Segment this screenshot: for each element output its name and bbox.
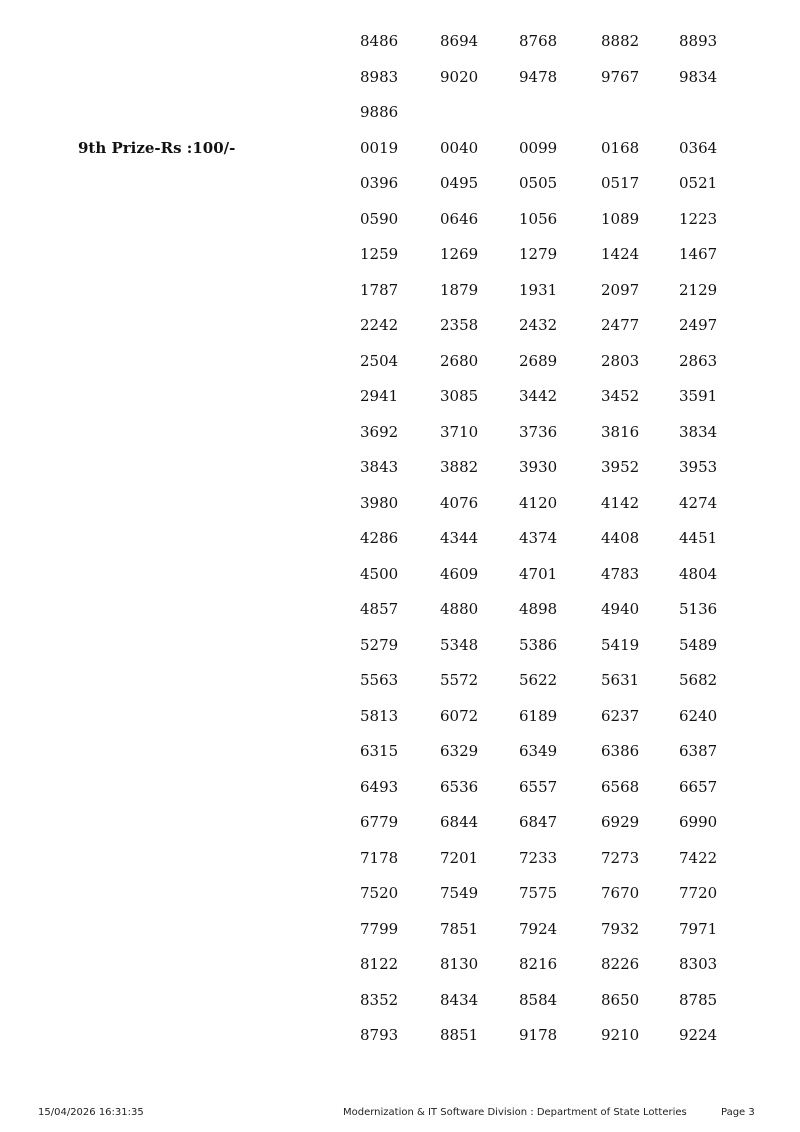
ticket-number: 6847 (519, 813, 558, 831)
ticket-number: 3953 (679, 458, 718, 476)
ticket-number: 3834 (679, 423, 718, 441)
ticket-number: 1931 (519, 281, 558, 299)
ticket-number: 5489 (679, 636, 718, 654)
ticket-number: 4142 (601, 494, 640, 512)
ticket-number: 1223 (679, 210, 718, 228)
ticket-number: 2477 (601, 316, 640, 334)
ticket-number: 9020 (440, 68, 479, 86)
ticket-number: 5572 (440, 671, 479, 689)
ticket-number: 8584 (519, 991, 558, 1009)
ticket-number: 3591 (679, 387, 718, 405)
ticket-number: 2129 (679, 281, 718, 299)
ticket-number: 1787 (360, 281, 399, 299)
ticket-number: 5386 (519, 636, 558, 654)
ticket-number: 7178 (360, 849, 399, 867)
ticket-number: 5813 (360, 707, 399, 725)
ticket-number: 4274 (679, 494, 718, 512)
ticket-number: 4451 (679, 529, 718, 547)
ticket-number: 8216 (519, 955, 558, 973)
ticket-number: 6536 (440, 778, 479, 796)
ticket-number: 4857 (360, 600, 399, 618)
ticket-number: 5682 (679, 671, 718, 689)
ticket-number: 7422 (679, 849, 718, 867)
ticket-number: 8785 (679, 991, 718, 1009)
ticket-number: 0364 (679, 139, 718, 157)
ticket-number: 8486 (360, 32, 399, 50)
ticket-number: 7575 (519, 884, 558, 902)
footer-division: Modernization & IT Software Division : Department of State Lotteries (343, 1107, 687, 1118)
ticket-number: 4374 (519, 529, 558, 547)
ticket-number: 8434 (440, 991, 479, 1009)
ticket-number: 6568 (601, 778, 640, 796)
ticket-number: 7720 (679, 884, 718, 902)
ticket-number: 4898 (519, 600, 558, 618)
ticket-number: 0505 (519, 174, 558, 192)
ticket-number: 4120 (519, 494, 558, 512)
ticket-number: 4880 (440, 600, 479, 618)
ticket-number: 6237 (601, 707, 640, 725)
ticket-number: 4940 (601, 600, 640, 618)
ticket-number: 2689 (519, 352, 558, 370)
ticket-number: 7670 (601, 884, 640, 902)
ticket-number: 8768 (519, 32, 558, 50)
ticket-number: 0521 (679, 174, 718, 192)
ticket-number: 2097 (601, 281, 640, 299)
ticket-number: 8694 (440, 32, 479, 50)
ticket-number: 2358 (440, 316, 479, 334)
ticket-number: 0396 (360, 174, 399, 192)
ticket-number: 0168 (601, 139, 640, 157)
ticket-number: 6844 (440, 813, 479, 831)
ticket-number: 9767 (601, 68, 640, 86)
ticket-number: 6779 (360, 813, 399, 831)
ticket-number: 7924 (519, 920, 558, 938)
ticket-number: 8893 (679, 32, 718, 50)
ticket-number: 7233 (519, 849, 558, 867)
footer-page-number: Page 3 (721, 1107, 755, 1118)
ticket-number: 5279 (360, 636, 399, 654)
ticket-number: 3882 (440, 458, 479, 476)
ticket-number: 2497 (679, 316, 718, 334)
ticket-number: 6990 (679, 813, 718, 831)
ticket-number: 2242 (360, 316, 399, 334)
ticket-number: 3085 (440, 387, 479, 405)
ticket-number: 6072 (440, 707, 479, 725)
ticket-number: 4804 (679, 565, 718, 583)
ticket-number: 9478 (519, 68, 558, 86)
ticket-number: 0495 (440, 174, 479, 192)
ticket-number: 3736 (519, 423, 558, 441)
ticket-number: 1056 (519, 210, 558, 228)
ticket-number: 2941 (360, 387, 399, 405)
ticket-number: 6315 (360, 742, 399, 760)
ticket-number: 8122 (360, 955, 399, 973)
ticket-number: 5631 (601, 671, 640, 689)
ticket-number: 2803 (601, 352, 640, 370)
ticket-number: 4076 (440, 494, 479, 512)
ticket-number: 5563 (360, 671, 399, 689)
ticket-number: 5419 (601, 636, 640, 654)
ticket-number: 7273 (601, 849, 640, 867)
ticket-number: 3452 (601, 387, 640, 405)
ticket-number: 0517 (601, 174, 640, 192)
ticket-number: 1259 (360, 245, 399, 263)
ticket-number: 7932 (601, 920, 640, 938)
ticket-number: 7799 (360, 920, 399, 938)
ticket-number: 1879 (440, 281, 479, 299)
ticket-number: 8303 (679, 955, 718, 973)
ticket-number: 8882 (601, 32, 640, 50)
ticket-number: 9210 (601, 1026, 640, 1044)
ticket-number: 3930 (519, 458, 558, 476)
ticket-number: 6349 (519, 742, 558, 760)
ticket-number: 6387 (679, 742, 718, 760)
ticket-number: 9224 (679, 1026, 718, 1044)
ticket-number: 1467 (679, 245, 718, 263)
ticket-number: 5348 (440, 636, 479, 654)
ticket-number: 8851 (440, 1026, 479, 1044)
ticket-number: 8226 (601, 955, 640, 973)
ticket-number: 7549 (440, 884, 479, 902)
ticket-number: 6329 (440, 742, 479, 760)
ticket-number: 1089 (601, 210, 640, 228)
ticket-number: 8793 (360, 1026, 399, 1044)
ticket-number: 2863 (679, 352, 718, 370)
ticket-number: 3692 (360, 423, 399, 441)
ticket-number: 2680 (440, 352, 479, 370)
ticket-number: 7971 (679, 920, 718, 938)
ticket-number: 3980 (360, 494, 399, 512)
ticket-number: 0590 (360, 210, 399, 228)
ticket-number: 9886 (360, 103, 399, 121)
ticket-number: 8983 (360, 68, 399, 86)
ticket-number: 4408 (601, 529, 640, 547)
ticket-number: 6657 (679, 778, 718, 796)
ticket-number: 0040 (440, 139, 479, 157)
ticket-number: 4500 (360, 565, 399, 583)
ticket-number: 4783 (601, 565, 640, 583)
ticket-number: 0099 (519, 139, 558, 157)
footer-timestamp: 15/04/2026 16:31:35 (38, 1107, 144, 1118)
ticket-number: 0646 (440, 210, 479, 228)
ticket-number: 1424 (601, 245, 640, 263)
ticket-number: 4286 (360, 529, 399, 547)
ticket-number: 1279 (519, 245, 558, 263)
ticket-number: 7851 (440, 920, 479, 938)
ticket-number: 8650 (601, 991, 640, 1009)
ticket-number: 0019 (360, 139, 399, 157)
ticket-number: 4609 (440, 565, 479, 583)
ticket-number: 9834 (679, 68, 718, 86)
ticket-number: 6386 (601, 742, 640, 760)
ticket-number: 1269 (440, 245, 479, 263)
ticket-number: 6929 (601, 813, 640, 831)
ticket-number: 2504 (360, 352, 399, 370)
ticket-number: 5622 (519, 671, 558, 689)
ticket-number: 6240 (679, 707, 718, 725)
prize-heading: 9th Prize-Rs :100/- (78, 139, 236, 157)
ticket-number: 4344 (440, 529, 479, 547)
ticket-number: 8130 (440, 955, 479, 973)
ticket-number: 3816 (601, 423, 640, 441)
ticket-number: 4701 (519, 565, 558, 583)
ticket-number: 7520 (360, 884, 399, 902)
ticket-number: 3952 (601, 458, 640, 476)
ticket-number: 8352 (360, 991, 399, 1009)
ticket-number: 7201 (440, 849, 479, 867)
ticket-number: 9178 (519, 1026, 558, 1044)
ticket-number: 6189 (519, 707, 558, 725)
ticket-number: 6493 (360, 778, 399, 796)
ticket-number: 3710 (440, 423, 479, 441)
ticket-number: 3442 (519, 387, 558, 405)
ticket-number: 2432 (519, 316, 558, 334)
ticket-number: 5136 (679, 600, 718, 618)
ticket-number: 3843 (360, 458, 399, 476)
ticket-number: 6557 (519, 778, 558, 796)
